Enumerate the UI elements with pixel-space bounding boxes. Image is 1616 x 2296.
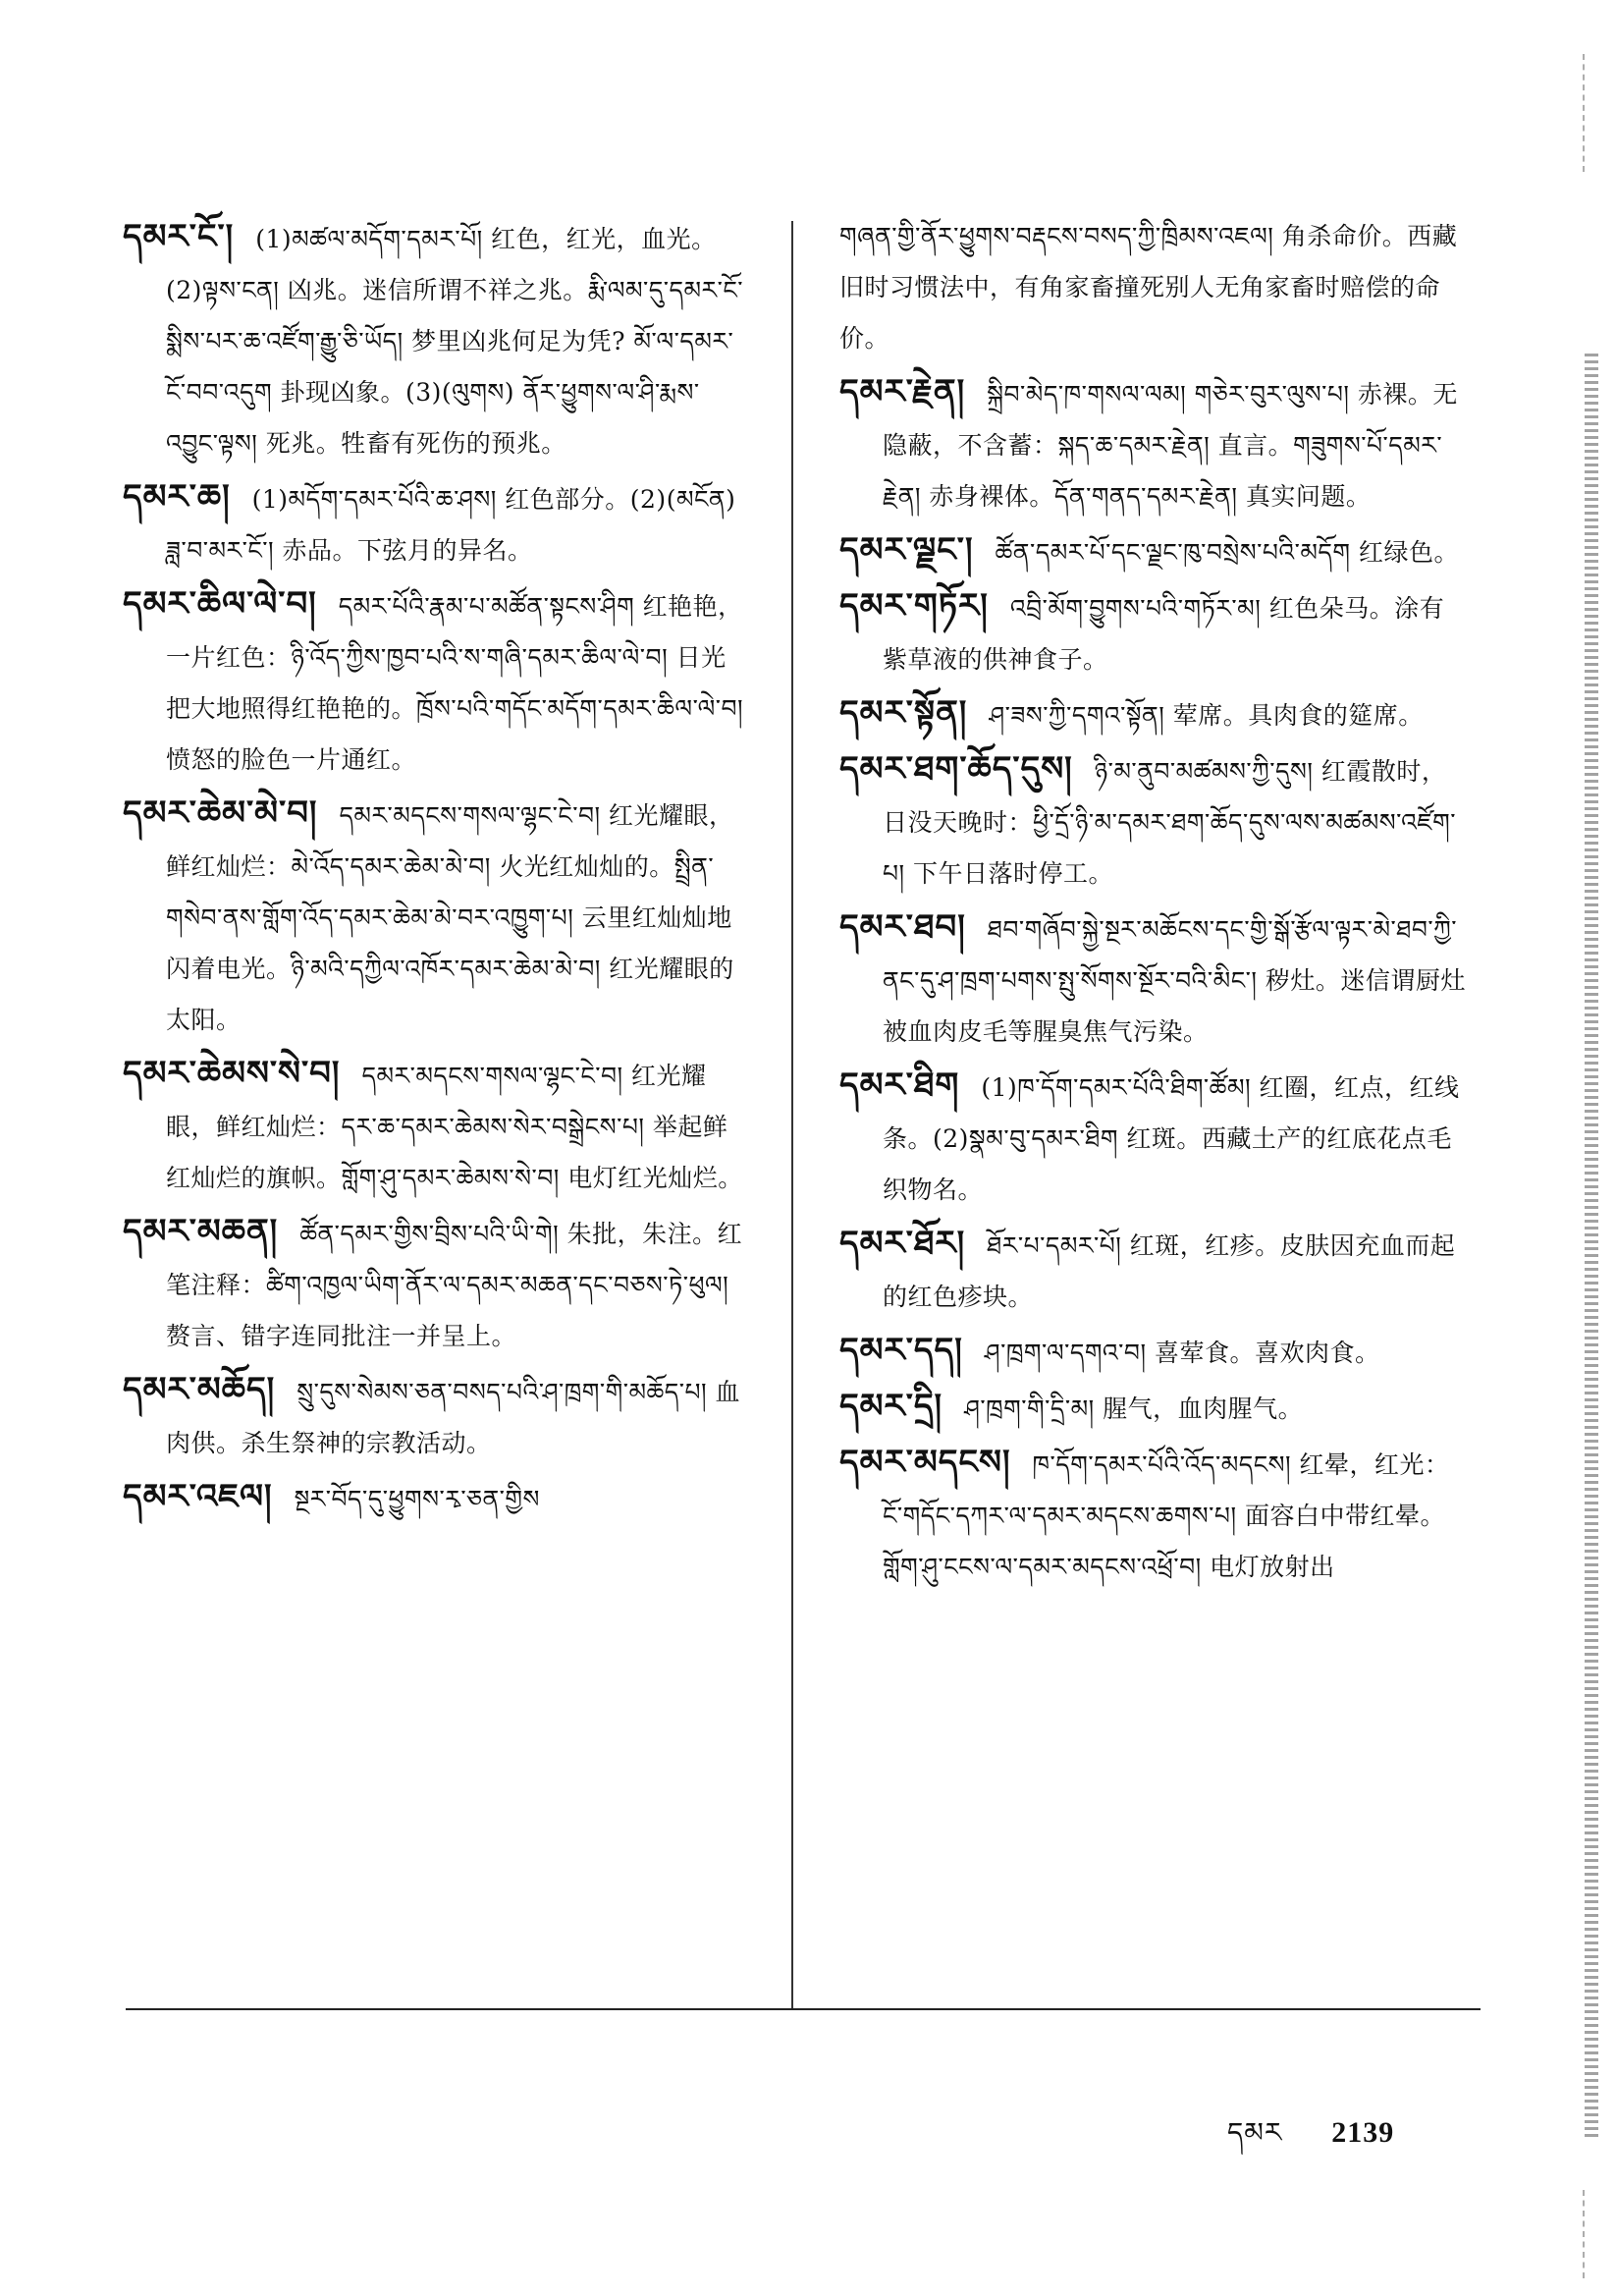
page-footer xyxy=(1227,2102,1394,2179)
entry-headword: དམར་རྗེན། xyxy=(839,372,966,411)
entry-headword: དམར་ལྗང་། xyxy=(839,530,974,570)
entry xyxy=(839,1218,1468,1323)
entry-headword: དམར་འཇལ། xyxy=(123,1477,273,1516)
entry xyxy=(839,743,1468,900)
entry-headword: དམར་དྲི། xyxy=(839,1387,943,1426)
entry-headword: དམར་གཏོར། xyxy=(839,586,989,626)
entry-definition: ཚོན་དམར་པོ་དང་ལྗང་ཁུ་བསྲེས་པའི་མདོག 红绿色。 xyxy=(995,538,1459,567)
entry-definition: ཁ་དོག་དམར་པོའི་འོད་མདངས། 红晕，红光：ངོ་གདོང་དཀར་ལ་དམར་མདངས་ཆགས་པ། 面容白中带红晕。གློག་ཤུ་ངངས་ལ་དམར་མདངས་འཕྲོ་བ། 电灯放射出 xyxy=(883,1450,1450,1581)
edge-marks xyxy=(1585,354,1598,2141)
entry xyxy=(839,366,1468,522)
entry-definition: སྲུ་དུས་སེམས་ཅན་བསད་པའི་ཤ་ཁྲག་གི་མཆོད་པ། 血肉供。杀生祭神的宗教活动。 xyxy=(166,1378,741,1457)
entry xyxy=(123,1364,751,1469)
entry-headword: དམར་དད། xyxy=(839,1331,963,1370)
column-divider xyxy=(791,221,793,2008)
entry xyxy=(839,1325,1468,1379)
entry-headword: དམར་ངོ་། xyxy=(123,217,235,256)
entry-definition: ཐོར་པ་དམར་པོ། 红斑，红疹。皮肤因充血而起的红色疹块。 xyxy=(883,1231,1456,1311)
entry-headword: དམར་མཆོད། xyxy=(123,1370,276,1409)
entry-headword: དམར་ཐིག xyxy=(839,1066,960,1105)
entry-definition: ཚོན་དམར་གྱིས་བྲིས་པའི་ཡི་གེ། 朱批，朱注。红笔注释：ཚིག་འཁྱལ་ཡིག་ནོར་ལ་དམར་མཆན་དང་བཅས་ཏེ་ཕུལ། 赘言、错字连同批注一并呈上。 xyxy=(166,1220,743,1350)
entry-headword: དམར་མདངས། xyxy=(839,1443,1011,1482)
entry-continuation xyxy=(839,211,1468,364)
entry-definition: སྔར་བོད་དུ་ཕྱུགས་རྭ་ཅན་གྱིས xyxy=(294,1485,540,1513)
entry-definition: ཉི་མ་ནུབ་མཚམས་ཀྱི་དུས། 红霞散时，日没天晚时：ཕྱི་དྲོ་ཉི་མ་དམར་ཐག་ཆོད་དུས་ལས་མཚམས་འཛོག་པ། 下午日落时停工。 xyxy=(883,757,1457,888)
entry-definition: ཐབ་གཞོབ་སྐྱེ་སྔར་མཆོངས་དང་གྱི་སྒོ་རྩོལ་ལྟར་མེ་ཐབ་ཀྱི་ནང་དུ་ཤ་ཁྲག་པགས་སྤུ་སོགས་སྔོར་བའི་མིང་། 秽灶。迷信谓厨灶被血肉皮毛等腥臭焦气污染。 xyxy=(883,915,1466,1046)
entry-definition: དམར་པོའི་རྣམ་པ་མཚོན་སྟངས་ཤིག 红艳艳，一片红色：ཉི་འོད་ཀྱིས་ཁྱབ་པའི་ས་གཞི་དམར་ཆིལ་ལེ་བ། 日光把大地照得红艳艳的。ཁྲོས་པའི་གདོང་མདོག་དམར་ཆིལ་ལེ་བ། 愤怒的脸色一片通红。 xyxy=(166,592,744,774)
entry xyxy=(839,1381,1468,1435)
entry xyxy=(839,1437,1468,1593)
footer-rule xyxy=(126,2008,1481,2010)
entry xyxy=(839,524,1468,578)
entry xyxy=(123,471,751,576)
entry xyxy=(123,1048,751,1204)
edge-marks-top xyxy=(1583,54,1594,172)
entry-definition: ཤ་ཁྲག་གི་དྲི་མ། 腥气，血肉腥气。 xyxy=(964,1394,1304,1423)
entry-headword: དམར་ཆེམས་སེ་བ། xyxy=(123,1054,341,1093)
entry-headword: དམར་ཐབ། xyxy=(839,907,966,947)
entry xyxy=(123,211,751,469)
entry-headword: དམར་ཆ། xyxy=(123,477,231,517)
entry-headword: དམར་ཐག་ཆོད་དུས། xyxy=(839,749,1073,789)
entry-definition: ཤ་ཟས་ཀྱི་དགའ་སྟོན། 荤席。具肉食的筵席。 xyxy=(989,701,1424,730)
entry xyxy=(123,578,751,786)
entry-definition: དམར་མདངས་གསལ་ལྷང་ངེ་བ། 红光耀眼，鲜红灿烂：མེ་འོད་དམར་ཆེམ་མེ་བ། 火光红灿灿的。སྤྲིན་གསེབ་ནས་གློག་འོད་དམར་ཆེམ་མེ་བར་འཁྱུག་པ། 云里红灿灿地闪着电光。ཉི་མའི་དཀྱིལ་འཁོར་དམར་ཆེམ་མེ་བ། 红光耀眼的太阳。 xyxy=(166,801,734,1034)
entry-definition: (1)མདོག་དམར་པོའི་ཆ་ཤས། 红色部分。(2)(མངོན) ཟླ་བ་མར་ངོ་། 赤品。下弦月的异名。 xyxy=(166,485,736,565)
entry-headword: དམར་ཐོར། xyxy=(839,1224,966,1263)
entry-definition: (1)ཁ་དོག་དམར་པོའི་ཐིག་ཚོམ། 红圈，红点，红线条。(2)སྣམ་བུ་དམར་ཐིག 红斑。西藏土产的红底花点毛织物名。 xyxy=(883,1073,1460,1204)
entry-definition: གཞན་གྱི་ནོར་ཕྱུགས་བརྡངས་བསད་ཀྱི་ཁྲིམས་འཇལ། 角杀命价。西藏旧时习惯法中，有角家畜撞死别人无角家畜时赔偿的命价。 xyxy=(839,222,1458,353)
entry xyxy=(839,902,1468,1058)
entry xyxy=(839,580,1468,685)
entry-definition: (1)མཚལ་མདོག་དམར་པོ། 红色，红光，血光。(2)ལྟས་ངན། 凶兆。迷信所谓不祥之兆。རྨི་ལམ་དུ་དམར་ངོ་སྨིས་པར་ཆ་འཛོག་རྒྱུ་ཅི་ཡོད། 梦里凶兆何足为凭? མོ་ལ་དམར་ངོ་བབ་འདུག 卦现凶象。(3)(ལུགས) ནོར་ཕྱུགས་ལ་ཤི་རྨས་འབྱུང་ལྟས། 死兆。牲畜有死伤的预兆。 xyxy=(166,225,744,458)
entry-definition: དམར་མདངས་གསལ་ལྷང་ངེ་བ། 红光耀眼，鲜红灿烂：དར་ཆ་དམར་ཆེམས་སེར་བསྒྲེངས་པ། 举起鲜红灿烂的旗帜。གློག་ཤུ་དམར་ཆེམས་སེ་བ། 电灯红光灿烂。 xyxy=(166,1062,743,1192)
entry-definition: སྐྲིབ་མེད་ཁ་གསལ་ལམ། གཅེར་བུར་ལུས་པ། 赤裸。无隐蔽，不含蓄：སྐད་ཆ་དམར་རྗེན། 直言。གཟུགས་པོ་དམར་རྗེན། 赤身裸体。དོན་གནད་དམར་རྗེན། 真实问题。 xyxy=(883,380,1458,511)
entry-headword: དམར་ཆིལ་ལེ་བ། xyxy=(123,584,317,624)
entry xyxy=(123,1206,751,1362)
entry xyxy=(839,1060,1468,1216)
running-headword: དམར xyxy=(1227,2116,1283,2149)
entry xyxy=(123,788,751,1046)
left-column xyxy=(123,211,751,1527)
entry-headword: དམར་སྟོན། xyxy=(839,693,968,733)
entry-headword: དམར་ཆེམ་མེ་བ། xyxy=(123,793,318,833)
edge-marks-bottom xyxy=(1583,2190,1594,2278)
entry-headword: དམར་མཆན། xyxy=(123,1212,279,1251)
entry xyxy=(839,687,1468,741)
entry-definition: ཤ་ཁྲག་ལ་དགའ་བ། 喜荤食。喜欢肉食。 xyxy=(984,1339,1380,1367)
page-number: 2139 xyxy=(1331,2116,1395,2149)
right-column xyxy=(839,211,1468,1595)
entry-definition: འབྲི་མོག་བྱུགས་པའི་གཏོར་མ། 红色朵马。涂有紫草液的供神食子。 xyxy=(883,594,1445,674)
entry xyxy=(123,1471,751,1525)
